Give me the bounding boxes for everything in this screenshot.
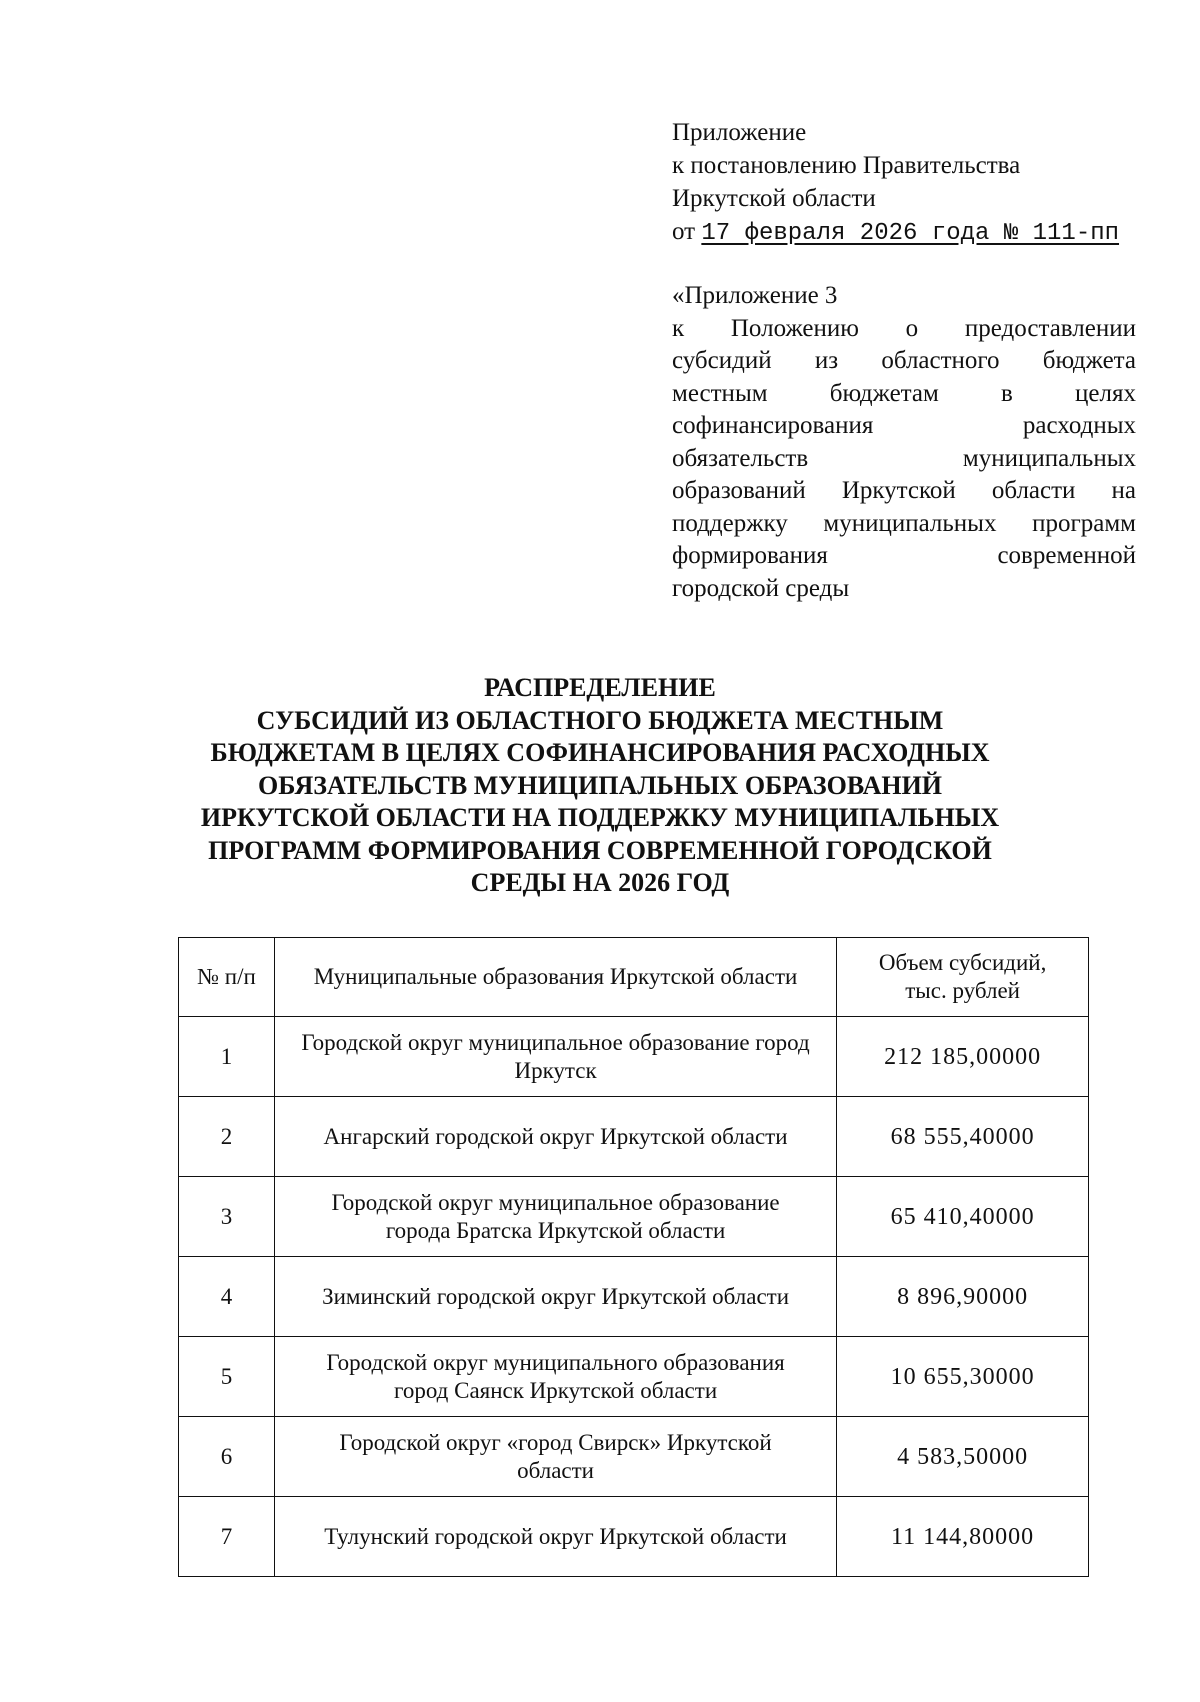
row-num: 2: [179, 1097, 275, 1177]
row-num: 3: [179, 1177, 275, 1257]
appendix-line: субсидий из областного бюджета: [672, 347, 1136, 374]
row-municipality: [274, 1097, 836, 1177]
row-amount: 11 144,80000: [837, 1497, 1089, 1577]
row-num: 7: [179, 1497, 275, 1577]
table-header-row: [179, 938, 1089, 1017]
table-row: [179, 1017, 1089, 1097]
order-line: [672, 215, 1136, 250]
row-num: 5: [179, 1337, 275, 1417]
row-name-line2: Иркутск: [514, 1057, 597, 1083]
title-line: СРЕДЫ НА 2026 ГОД: [470, 868, 730, 897]
table-row: [179, 1097, 1089, 1177]
row-name-line1: Городской округ муниципального образования: [326, 1349, 785, 1375]
row-name-line1: Городской округ муниципальное образование город: [301, 1029, 810, 1055]
row-amount: 68 555,40000: [837, 1097, 1089, 1177]
row-municipality: [274, 1017, 836, 1097]
row-name-line1: Тулунский городской округ Иркутской области: [324, 1523, 787, 1549]
table-row: [179, 1337, 1089, 1417]
row-name-line2: области: [517, 1457, 594, 1483]
row-amount: 8 896,90000: [837, 1257, 1089, 1337]
row-municipality: [274, 1177, 836, 1257]
table-row: [179, 1257, 1089, 1337]
appendix-title: «Приложение 3: [672, 282, 838, 309]
appendix-reference: [672, 280, 1136, 605]
header-amount: [837, 938, 1089, 1017]
appendix-line: формирования современной: [672, 542, 1136, 569]
appendix-line: к Положению о предоставлении: [672, 314, 1136, 342]
table-row: [179, 1417, 1089, 1497]
row-name-line1: Городской округ «город Свирск» Иркутской: [339, 1429, 772, 1455]
appendix-header: [672, 116, 1136, 250]
row-name-line1: Городской округ муниципальное образование: [331, 1189, 780, 1215]
title-line: ОБЯЗАТЕЛЬСТВ МУНИЦИПАЛЬНЫХ ОБРАЗОВАНИЙ: [257, 770, 943, 800]
header-line-2: к постановлению Правительства: [672, 152, 1021, 179]
row-municipality: [274, 1417, 836, 1497]
title-line: СУБСИДИЙ ИЗ ОБЛАСТНОГО БЮДЖЕТА МЕСТНЫМ: [256, 705, 944, 735]
row-name-line1: Ангарский городской округ Иркутской области: [323, 1123, 788, 1149]
title-line: БЮДЖЕТАМ В ЦЕЛЯХ СОФИНАНСИРОВАНИЯ РАСХОДНЫХ: [210, 738, 990, 767]
title-line: ПРОГРАММ ФОРМИРОВАНИЯ СОВРЕМЕННОЙ ГОРОДСКОЙ: [208, 835, 992, 865]
appendix-line: местным бюджетам в целях: [672, 379, 1136, 407]
appendix-line: городской среды: [672, 574, 850, 602]
appendix-line: образований Иркутской области на: [672, 477, 1136, 504]
header-amount-line1: Объем субсидий,: [878, 950, 1047, 975]
header-line-1: Приложение: [672, 119, 807, 146]
row-municipality: [274, 1497, 836, 1577]
row-name-line2: города Братска Иркутской области: [385, 1217, 726, 1243]
table-row: [179, 1177, 1089, 1257]
header-amount-line2: тыс. рублей: [905, 978, 1020, 1003]
row-amount: 4 583,50000: [837, 1417, 1089, 1497]
row-num: 4: [179, 1257, 275, 1337]
row-num: 6: [179, 1417, 275, 1497]
title-line: ИРКУТСКОЙ ОБЛАСТИ НА ПОДДЕРЖКУ МУНИЦИПАЛЬНЫХ: [200, 803, 1000, 832]
order-prefix: от: [672, 218, 702, 245]
document-title: [160, 672, 1040, 900]
appendix-line: поддержку муниципальных программ: [672, 509, 1136, 537]
row-num: 1: [179, 1017, 275, 1097]
header-line-3: Иркутской области: [672, 185, 876, 212]
row-municipality: [274, 1337, 836, 1417]
row-municipality: [274, 1257, 836, 1337]
table-row: [179, 1497, 1089, 1577]
row-name-line2: город Саянск Иркутской области: [393, 1377, 718, 1403]
row-amount: 212 185,00000: [837, 1017, 1089, 1097]
appendix-line: обязательств муниципальных: [672, 444, 1136, 472]
title-line: РАСПРЕДЕЛЕНИЕ: [484, 673, 716, 702]
row-amount: 65 410,40000: [837, 1177, 1089, 1257]
header-municipality: Муниципальные образования Иркутской области: [274, 938, 836, 1017]
order-number: 17 февраля 2026 года № 111-пп: [701, 220, 1120, 247]
row-amount: 10 655,30000: [837, 1337, 1089, 1417]
row-name-line1: Зиминский городской округ Иркутской области: [322, 1283, 790, 1309]
appendix-line: софинансирования расходных: [672, 412, 1136, 439]
header-num: № п/п: [179, 938, 275, 1017]
subsidy-table: [178, 937, 1089, 1577]
